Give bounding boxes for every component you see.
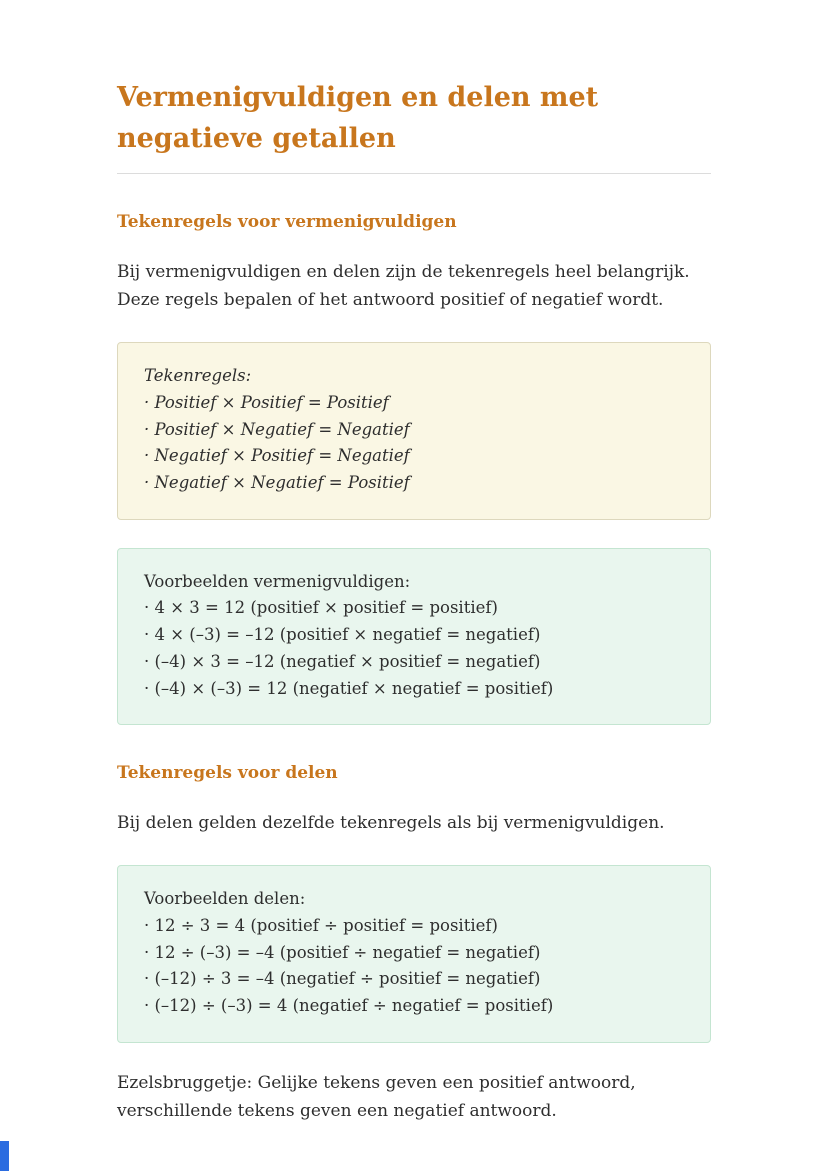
- example-line: · 4 × 3 = 12 (positief × positief = positief): [144, 598, 498, 618]
- rule-line: · Negatief × Positief = Negatief: [144, 446, 410, 466]
- example-line: · 12 ÷ 3 = 4 (positief ÷ positief = positief): [144, 916, 498, 936]
- example-line: · (–4) × (–3) = 12 (negatief × negatief = positief): [144, 678, 554, 698]
- example-line: · 4 × (–3) = –12 (positief × negatief = negatief): [144, 625, 541, 645]
- example-line: · 12 ÷ (–3) = –4 (positief ÷ negatief = negatief): [144, 942, 541, 962]
- example-line: · (–12) ÷ (–3) = 4 (negatief ÷ negatief = positief): [144, 996, 554, 1016]
- rules-box-title: Tekenregels:: [144, 366, 252, 386]
- mnemonic-text: Ezelsbruggetje: Gelijke tekens geven een positief antwoord, verschillende tekens geven een negatief antwoord.: [117, 1072, 636, 1121]
- rule-line: · Positief × Positief = Positief: [144, 392, 389, 412]
- rule-line: · Positief × Negatief = Negatief: [144, 419, 410, 439]
- rules-box: [117, 342, 711, 520]
- rule-line: · Negatief × Negatief = Positief: [144, 472, 410, 492]
- multiply-examples-title: Voorbeelden vermenigvuldigen:: [144, 571, 411, 591]
- divide-examples-title: Voorbeelden delen:: [144, 889, 306, 909]
- blue-corner-strip: [0, 1141, 9, 1171]
- divide-examples-box: [117, 865, 711, 1043]
- example-line: · (–4) × 3 = –12 (negatief × positief = negatief): [144, 651, 541, 671]
- example-line: · (–12) ÷ 3 = –4 (negatief ÷ positief = negatief): [144, 969, 541, 989]
- page-title: Vermenigvuldigen en delen met negatieve getallen: [117, 82, 599, 154]
- section-intro-multiply: Bij vermenigvuldigen en delen zijn de tekenregels heel belangrijk. Deze regels bepalen of het antwoord positief of negatief wordt.: [117, 262, 690, 311]
- section-heading-multiply: Tekenregels voor vermenigvuldigen: [117, 212, 457, 232]
- title-divider: [117, 173, 711, 174]
- multiply-examples-box: [117, 548, 711, 726]
- section-intro-divide: Bij delen gelden dezelfde tekenregels als bij vermenigvuldigen.: [117, 813, 665, 834]
- section-heading-divide: Tekenregels voor delen: [117, 763, 338, 784]
